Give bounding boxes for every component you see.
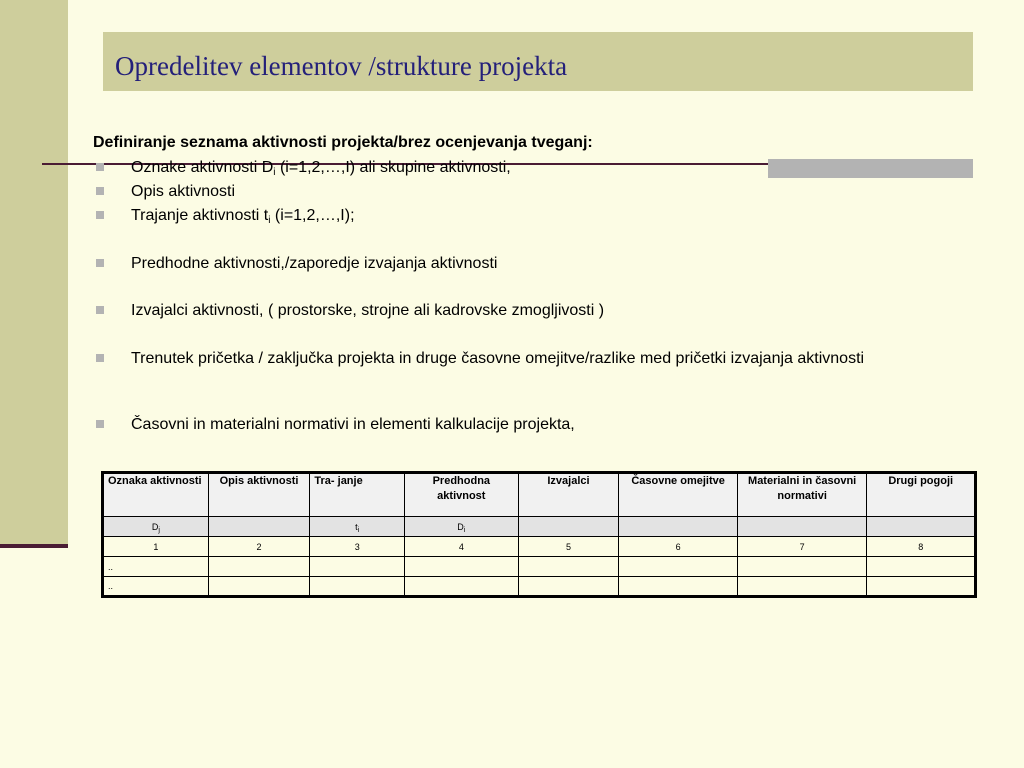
bullet-square-icon [96,259,104,267]
slide-title: Opredelitev elementov /strukture projekta [115,51,568,81]
table-cell: 1 [103,537,209,557]
bullet-square-icon [96,354,104,362]
symbol-subscript: i [463,526,466,534]
table-number-row [103,537,976,557]
table-cell: 5 [518,537,619,557]
symbol-text: D [457,521,464,532]
table-cell [404,517,518,537]
bullet-square-icon [96,187,104,195]
table-cell [310,577,405,597]
column-header: Drugi pogoji [867,473,976,517]
table-cell [404,557,518,577]
symbol-text: t [355,521,358,532]
table-cell [867,557,976,577]
bullet-square-icon [96,306,104,314]
table-cell [619,517,738,537]
table-cell [103,517,209,537]
bullet-text: Časovni in materialni normativi in elementi kalkulacije projekta, [131,416,575,433]
table-row [103,577,976,597]
bullet-text-suffix: (i=1,2,…,I); [270,207,355,224]
table-cell [867,577,976,597]
table-cell [867,517,976,537]
bullet-square-icon [96,211,104,219]
bullet-text: Oznake aktivnosti D [131,159,274,176]
symbol-text: D [151,521,159,532]
left-decor-bar [0,0,68,546]
bullet-text: Trenutek pričetka / zaključka projekta in druge časovne omejitve/razlike med pričetki izvajanja aktivnosti [131,350,865,367]
title-box [103,32,973,91]
table-cell [619,557,738,577]
table-cell: 6 [619,537,738,557]
bullet-subscript: i [273,167,276,178]
bullet-text: Izvajalci aktivnosti, ( prostorske, strojne ali kadrovske zmogljivosti ) [131,302,605,319]
table-cell [208,557,310,577]
section-heading: Definiranje seznama aktivnosti projekta/brez ocenjevanja tveganj: [93,134,593,151]
table-row [103,557,976,577]
table-symbol-row [103,517,976,537]
bullet-text: Trajanje aktivnosti t [131,207,269,224]
bullet-text: Opis aktivnosti [131,183,236,200]
column-header: Materialni in časovni normativi [737,473,867,517]
table-cell [737,557,867,577]
bullet-text-suffix: (i=1,2,…,I) ali skupine aktivnosti, [275,159,511,176]
column-header: Oznaka aktivnosti [103,473,209,517]
table-cell [737,577,867,597]
symbol-subscript: j [158,526,160,534]
table-cell [619,577,738,597]
table-cell: 8 [867,537,976,557]
left-decor-rule [0,544,68,548]
table-cell [310,557,405,577]
column-header: Predhodna aktivnost [404,473,518,517]
table-cell [737,517,867,537]
table-cell [518,517,619,537]
bullet-subscript: i [268,215,271,226]
column-header: Tra- janje [310,473,405,517]
column-header: Izvajalci [518,473,619,517]
table-cell: 7 [737,537,867,557]
table-cell: 3 [310,537,405,557]
table-header-row [103,473,976,517]
table-cell: .. [103,557,209,577]
column-header: Časovne omejitve [619,473,738,517]
table-cell [518,557,619,577]
table-cell: 4 [404,537,518,557]
bullet-square-icon [96,163,104,171]
table-cell [310,517,405,537]
symbol-subscript: i [357,526,360,534]
bullet-text: Predhodne aktivnosti,/zaporedje izvajanja aktivnosti [131,255,498,272]
activity-table [101,471,977,598]
table-cell: 2 [208,537,310,557]
column-header: Opis aktivnosti [208,473,310,517]
table-cell [208,517,310,537]
bullet-square-icon [96,420,104,428]
table-cell [518,577,619,597]
table-cell: .. [103,577,209,597]
table-cell [208,577,310,597]
table-cell [404,577,518,597]
